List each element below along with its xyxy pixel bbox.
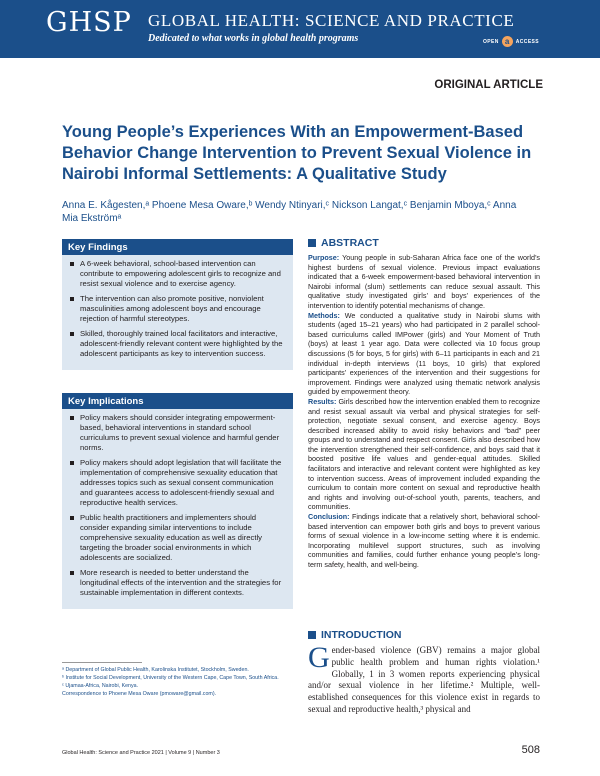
key-implications-list — [62, 409, 293, 609]
purpose-label: Purpose: — [308, 253, 340, 262]
open-access-right-label: ACCESS — [515, 38, 540, 45]
introduction-text: ender-based violence (GBV) remains a major global public health problem and human rights violation.¹ Globally, 1 in 3 women reports experiencing physical and/or sexual violence in her lifetime.² Multiple, well-established consequences for this violence exist in regards to sexual and reproductive health,³ physical and — [308, 645, 540, 714]
abstract-body — [308, 253, 540, 570]
results-label: Results: — [308, 396, 337, 406]
article-title: Young People’s Experiences With an Empowerment-Based Behavior Change Intervention to Prevent Sexual Violence in Nairobi Informal Settlements: A Qualitative Study — [62, 123, 532, 183]
drop-cap: G — [308, 641, 330, 674]
introduction-heading-text: INTRODUCTION — [321, 629, 402, 641]
page-number: 508 — [521, 744, 540, 756]
open-access-lock-icon: a — [502, 36, 513, 47]
footnote: ᵃ Department of Global Public Health, Karolinska Institutet, Stockholm, Sweden. — [62, 667, 249, 673]
abstract-methods — [308, 311, 540, 397]
key-implications-heading: Key Implications — [62, 393, 293, 409]
key-findings-heading: Key Findings — [62, 239, 293, 255]
footnote: Correspondence to Phoene Mesa Oware (pmoware@gmail.com). — [62, 691, 217, 697]
footer-citation: Global Health: Science and Practice 2021 | Volume 9 | Number 3 — [62, 750, 220, 756]
open-access-badge — [483, 36, 539, 47]
conclusion-label: Conclusion: — [308, 512, 350, 522]
abstract-conclusion — [308, 512, 540, 570]
abstract-section — [308, 237, 540, 570]
introduction-section — [308, 629, 540, 716]
abstract-results — [308, 397, 540, 512]
section-marker-icon — [308, 631, 316, 639]
affiliation-footnotes — [62, 666, 287, 698]
list-item: The intervention can also promote positive, nonviolent masculinities among adolescent boys and encourage rejection of harmful stereotypes. — [70, 294, 285, 324]
key-findings-box — [62, 239, 293, 370]
list-item: Policy makers should consider integrating empowerment-based, behavioral interventions in standard school curriculums to prevent sexual violence and harmful gender norms. — [70, 413, 285, 453]
key-findings-list — [62, 255, 293, 370]
results-text: Girls described how the intervention enabled them to recognize and resist sexual assault via verbal and physical strategies for self-protection, negotiate sexual consent, and exercise agency. Boys described increased ability to avoid risky behaviors and “bad” peer groups and to understand and respect consent. Girls also described how the intervention strengthened their self-confidence, and boys said that it boosted positive life values and gender-equal attitudes. Skilled facilitators and interactive and relevant content were highlighted as key to intervention success. Areas of improvement included expanding the curriculum to contain more content on sexual and reproductive health and rights and involving out-of-school youth, parents, teachers, and communities. — [308, 396, 541, 512]
list-item: Policy makers should adopt legislation that will facilitate the implementation of comprehensive sexuality education that addresses topics such as sexual consent communication and guarantees access to adolescent-friendly sexual and reproductive health services. — [70, 458, 285, 508]
list-item: A 6-week behavioral, school-based intervention can contribute to empowering adolescent girls to recognize and resist sexual violence and to exercise agency. — [70, 259, 285, 289]
introduction-body — [308, 641, 540, 716]
section-label: ORIGINAL ARTICLE — [434, 79, 543, 91]
conclusion-text: Findings indicate that a relatively short, behavioral school-based intervention can empower both girls and boys to prevent various forms of sexual violence in a low-income setting where it is endemic. Incorporating multilevel support structures, such as involving communities and families, could further enhance young people’s long-term safety, health, and well-being. — [308, 512, 540, 569]
journal-title: GLOBAL HEALTH: SCIENCE AND PRACTICE — [148, 11, 515, 30]
purpose-text: Young people in sub-Saharan Africa face one of the world’s highest burdens of sexual violence. Previous impact evaluations indicated that a 6-week empowerment-based behavioral intervention in Nairobi informal (slum) settlements can reduce sexual assault. This qualitative study investigated girls’ and boys’ experiences of the intervention to identify potential mechanisms of change. — [308, 253, 541, 310]
journal-tagline: Dedicated to what works in global health programs — [148, 33, 359, 44]
abstract-heading-text: ABSTRACT — [321, 237, 379, 249]
footnote: ᵇ Institute for Social Development, University of the Western Cape, Cape Town, South Africa. — [62, 675, 279, 681]
abstract-purpose — [308, 253, 540, 311]
methods-label: Methods: — [308, 310, 340, 320]
author-list: Anna E. Kågesten,ᵃ Phoene Mesa Oware,ᵇ Wendy Ntinyari,ᶜ Nickson Langat,ᶜ Benjamin Mboya,ᶜ Anna Mia Ekströmᵃ — [62, 200, 517, 224]
list-item: More research is needed to better understand the longitudinal effects of the intervention and the strategies for sustainable implementation in different contexts. — [70, 568, 285, 598]
footnote-divider — [62, 662, 142, 663]
abstract-heading — [308, 237, 540, 249]
list-item: Skilled, thoroughly trained local facilitators and interactive, adolescent-friendly relevant content were highlighted by the adolescent participants as key to intervention success. — [70, 329, 285, 359]
open-access-left-label: OPEN — [483, 38, 499, 45]
section-marker-icon — [308, 239, 316, 247]
key-implications-box — [62, 393, 293, 609]
methods-text: We conducted a qualitative study in Nairobi slums with students (aged 15–21 years) who had participated in 2 parallel school-based curriculums called IMPower (girls) and Your Moment of Truth (boys) at least 1 year ago. Data were collected via 10 focus group discussions (5 for boys, 5 for girls) with 6–11 participants in each and 21 individual in-depth interviews (11 boys, 10 girls) that explored participants’ experiences of the intervention and their suggestions for improvement. Findings were analyzed using thematic network analysis guided by empowerment theory. — [308, 310, 540, 397]
list-item: Public health practitioners and implementers should consider expanding similar interventions to include comprehensive sexuality education as well as directly targeting the broader social environments in which adolescents are socialized. — [70, 513, 285, 563]
footnote: ᶜ Ujamaa-Africa, Nairobi, Kenya. — [62, 683, 139, 689]
journal-banner — [0, 0, 600, 58]
introduction-heading — [308, 629, 540, 641]
journal-logo: GHSP — [46, 7, 132, 38]
